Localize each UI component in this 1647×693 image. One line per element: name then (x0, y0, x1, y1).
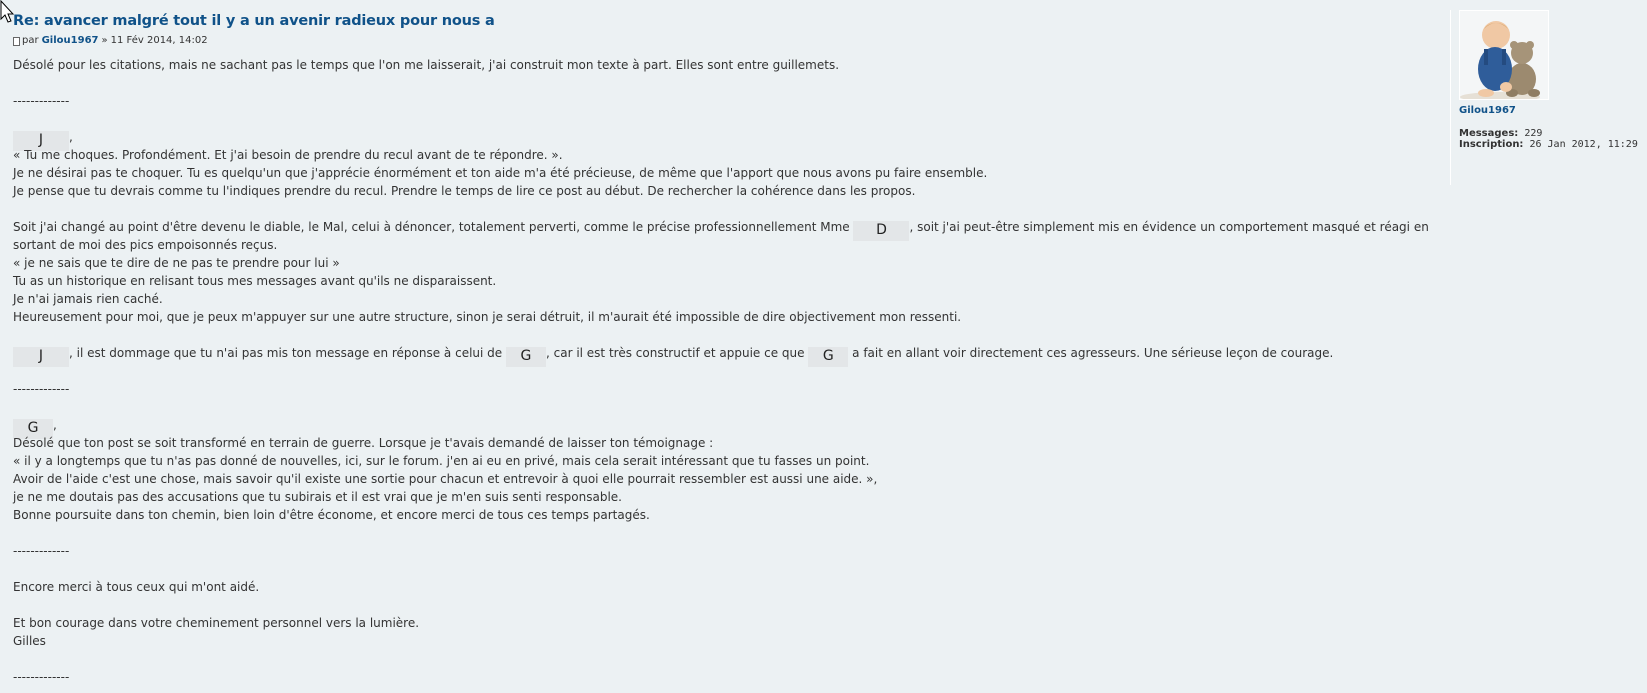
post-line (13, 488, 1433, 506)
post-meta-separator: » (101, 35, 108, 46)
post-line (13, 308, 1433, 326)
post-line (13, 650, 1433, 668)
post-text: ------------- (13, 544, 70, 558)
post-title-link[interactable]: Re: avancer malgré tout il y a un avenir radieux pour nous a (13, 13, 495, 29)
post-date: 11 Fév 2014, 14:02 (110, 35, 208, 46)
post-line (13, 632, 1433, 650)
post-text: sortant de moi des pics empoisonnés reçus. (13, 238, 278, 252)
post-line (13, 560, 1433, 578)
post-text: Heureusement pour moi, que je peux m'appuyer sur une autre structure, sinon je serai détruit, il m'aurait été impossible de dire objectivement mon ressenti. (13, 310, 962, 324)
post-document-icon[interactable] (13, 37, 20, 46)
post-line (13, 578, 1433, 596)
post-text: Je n'ai jamais rien caché. (13, 292, 163, 306)
redacted-name: G (13, 419, 53, 439)
post-author-link[interactable]: Gilou1967 (41, 35, 99, 46)
post-line (13, 452, 1433, 470)
post-line (13, 56, 1433, 74)
post-text: Bonne poursuite dans ton chemin, bien loin d'être économe, et encore merci de tous ces temps partagés. (13, 508, 650, 522)
post-text: ------------- (13, 382, 70, 396)
redacted-name: J (13, 131, 69, 151)
post-line (13, 74, 1433, 92)
post-text: « Tu me choques. Profondément. Et j'ai besoin de prendre du recul avant de te répondre. ». (13, 148, 563, 162)
post-text: Gilles (13, 634, 46, 648)
post-text: Je pense que tu devrais comme tu l'indiques prendre du recul. Prendre le temps de lire ce post au début. De rechercher la cohérence dans les propos. (13, 184, 916, 198)
messages-label: Messages: (1459, 128, 1519, 139)
post-line (13, 416, 1433, 434)
post-line (13, 344, 1433, 362)
post-text: , il est dommage que tu n'ai pas mis ton message en réponse à celui de (69, 346, 506, 360)
post-line (13, 614, 1433, 632)
profile-messages (1459, 128, 1640, 139)
inscription-label: Inscription: (1459, 139, 1524, 150)
post-text: Encore merci à tous ceux qui m'ont aidé. (13, 580, 260, 594)
post-line (13, 92, 1433, 110)
post-text: ------------- (13, 670, 70, 684)
post-text: , (69, 130, 73, 144)
redacted-name: G (506, 347, 546, 367)
post-text: Désolé pour les citations, mais ne sachant pas le temps que l'on me laisserait, j'ai construit mon texte à part. Elles sont entre guillemets. (13, 58, 840, 72)
post-text: ------------- (13, 94, 70, 108)
post-text: Je ne désirai pas te choquer. Tu es quelqu'un que j'apprécie énormément et ton aide m'a été précieuse, de même que l'apport que nous avons pu faire ensemble. (13, 166, 988, 180)
baby-with-teddy-bear-avatar-icon (1460, 11, 1548, 99)
post-line (13, 362, 1433, 380)
post-text: « il y a longtemps que tu n'as pas donné de nouvelles, ici, sur le forum. j'en ai eu en privé, mais cela serait intéressant que tu fasses un point. (13, 454, 870, 468)
post-line (13, 164, 1433, 182)
post-meta (13, 32, 1433, 50)
post-meta-prefix: par (22, 35, 39, 46)
post-text: , car il est très constructif et appuie ce que (545, 346, 809, 360)
post-text: Soit j'ai changé au point d'être devenu le diable, le Mal, celui à dénoncer, totalement perverti, comme le précise professionnellement Mme (13, 220, 854, 234)
post-text: Avoir de l'aide c'est une chose, mais savoir qu'il existe une sortie pour chacun et entrevoir à quoi elle pourrait ressembler est aussi une aide. », (13, 472, 878, 486)
post-text: Désolé que ton post se soit transformé en terrain de guerre. Lorsque je t'avais demandé de laisser ton témoignage : (13, 436, 714, 450)
post-line (13, 218, 1433, 236)
profile-inscription (1459, 139, 1640, 150)
post-text: Et bon courage dans votre cheminement personnel vers la lumière. (13, 616, 420, 630)
post-text: , (53, 418, 57, 432)
messages-count[interactable]: 229 (1524, 128, 1543, 139)
post-text: « je ne sais que te dire de ne pas te prendre pour lui » (13, 256, 340, 270)
post-line (13, 110, 1433, 128)
avatar[interactable] (1459, 10, 1549, 100)
post-line (13, 668, 1433, 686)
post-line (13, 128, 1433, 146)
post-line (13, 272, 1433, 290)
post-content (13, 56, 1433, 686)
post-body (13, 10, 1433, 686)
post-line (13, 146, 1433, 164)
redacted-name: G (808, 347, 848, 367)
post-line (13, 380, 1433, 398)
post-text: , soit j'ai peut-être simplement mis en évidence un comportement masqué et réagi en (909, 220, 1429, 234)
post-line (13, 542, 1433, 560)
post-line (13, 596, 1433, 614)
post-line (13, 398, 1433, 416)
post-text: a fait en allant voir directement ces agresseurs. Une sérieuse leçon de courage. (848, 346, 1334, 360)
redacted-name: J (13, 347, 69, 367)
post-line (13, 506, 1433, 524)
post-line (13, 524, 1433, 542)
post-line (13, 290, 1433, 308)
post-line (13, 236, 1433, 254)
post-line (13, 200, 1433, 218)
post-text: je ne me doutais pas des accusations que tu subirais et il est vrai que je m'en suis senti responsable. (13, 490, 622, 504)
post-line (13, 254, 1433, 272)
redacted-name: D (853, 221, 909, 241)
inscription-date: 26 Jan 2012, 11:29 (1529, 139, 1638, 150)
post-line (13, 470, 1433, 488)
post-line (13, 326, 1433, 344)
post-text: Tu as un historique en relisant tous mes messages avant qu'ils ne disparaissent. (13, 274, 497, 288)
profile-stats (1459, 128, 1640, 150)
profile-username-link[interactable]: Gilou1967 (1459, 105, 1516, 116)
author-profile (1450, 10, 1640, 185)
post-line (13, 434, 1433, 452)
post-line (13, 182, 1433, 200)
